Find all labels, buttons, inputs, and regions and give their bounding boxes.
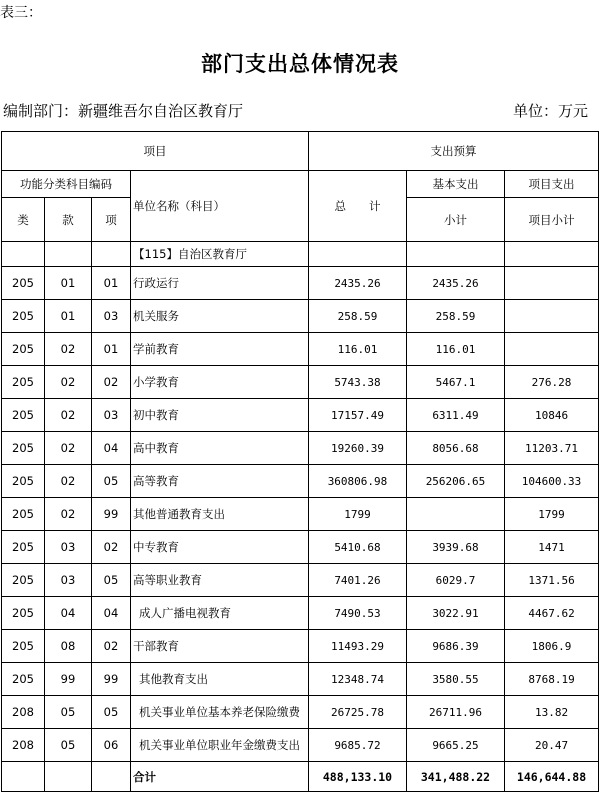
table-row	[2, 432, 599, 465]
table-row	[2, 630, 599, 663]
cell-xiang: 01	[92, 267, 131, 300]
cell-lei: 205	[2, 465, 45, 498]
cell-name: 机关服务	[131, 300, 309, 333]
cell-lei: 208	[2, 696, 45, 729]
cell-name: 中专教育	[131, 531, 309, 564]
cell-lei: 205	[2, 597, 45, 630]
cell-lei: 205	[2, 531, 45, 564]
cell-lei: 205	[2, 366, 45, 399]
cell-name: 其他教育支出	[131, 663, 309, 696]
cell-name: 机关事业单位基本养老保险缴费	[131, 696, 309, 729]
header-project: 项目支出	[505, 171, 599, 198]
cell-xiang: 06	[92, 729, 131, 762]
total-project: 146,644.88	[505, 762, 599, 792]
cell-project: 4467.62	[505, 597, 599, 630]
cell-xiang: 03	[92, 399, 131, 432]
cell-lei: 205	[2, 663, 45, 696]
cell-basic: 3022.91	[407, 597, 505, 630]
dept-name: 【115】自治区教育厅	[131, 242, 309, 267]
cell-basic: 116.01	[407, 333, 505, 366]
cell-name: 小学教育	[131, 366, 309, 399]
table-row	[2, 531, 599, 564]
cell-basic: 6029.7	[407, 564, 505, 597]
cell-total: 7401.26	[309, 564, 407, 597]
cell-xiang: 04	[92, 432, 131, 465]
cell-name: 干部教育	[131, 630, 309, 663]
cell-total: 2435.26	[309, 267, 407, 300]
page-title: 部门支出总体情况表	[201, 51, 399, 76]
cell-lei: 208	[2, 729, 45, 762]
cell-project: 276.28	[505, 366, 599, 399]
cell-basic	[407, 498, 505, 531]
cell-name: 高中教育	[131, 432, 309, 465]
header-lei: 类	[2, 198, 45, 242]
cell-total: 360806.98	[309, 465, 407, 498]
cell-kuan: 02	[45, 333, 92, 366]
cell-project	[505, 333, 599, 366]
cell-name: 成人广播电视教育	[131, 597, 309, 630]
cell-total: 5743.38	[309, 366, 407, 399]
cell-project: 1806.9	[505, 630, 599, 663]
cell-xiang: 04	[92, 597, 131, 630]
cell-lei: 205	[2, 630, 45, 663]
cell-project: 1799	[505, 498, 599, 531]
cell-project: 1471	[505, 531, 599, 564]
cell-name: 行政运行	[131, 267, 309, 300]
cell-basic: 2435.26	[407, 267, 505, 300]
header-project-subtotal: 项目小计	[505, 198, 599, 242]
cell-project: 104600.33	[505, 465, 599, 498]
cell-lei: 205	[2, 399, 45, 432]
cell-kuan: 03	[45, 564, 92, 597]
cell-lei: 205	[2, 333, 45, 366]
cell-xiang: 02	[92, 531, 131, 564]
header-item: 项目	[2, 132, 309, 171]
cell-kuan: 03	[45, 531, 92, 564]
cell-name: 学前教育	[131, 333, 309, 366]
cell-basic: 9665.25	[407, 729, 505, 762]
cell-kuan: 02	[45, 498, 92, 531]
cell-name: 高等教育	[131, 465, 309, 498]
cell-kuan: 05	[45, 729, 92, 762]
cell-basic: 256206.65	[407, 465, 505, 498]
cell-xiang: 05	[92, 564, 131, 597]
header-total: 总 计	[309, 171, 407, 242]
expenditure-table	[1, 131, 599, 792]
cell-basic: 3939.68	[407, 531, 505, 564]
cell-total: 12348.74	[309, 663, 407, 696]
header-func-code: 功能分类科目编码	[2, 171, 131, 198]
cell-xiang: 03	[92, 300, 131, 333]
total-sum: 488,133.10	[309, 762, 407, 792]
header-subtotal: 小计	[407, 198, 505, 242]
cell-kuan: 04	[45, 597, 92, 630]
table-row	[2, 267, 599, 300]
cell-basic: 6311.49	[407, 399, 505, 432]
cell-kuan: 99	[45, 663, 92, 696]
cell-total: 9685.72	[309, 729, 407, 762]
cell-lei: 205	[2, 564, 45, 597]
total-row	[2, 762, 599, 792]
cell-total: 258.59	[309, 300, 407, 333]
header-basic: 基本支出	[407, 171, 505, 198]
cell-kuan: 01	[45, 267, 92, 300]
cell-project: 20.47	[505, 729, 599, 762]
cell-kuan: 02	[45, 432, 92, 465]
table-row	[2, 333, 599, 366]
cell-basic: 5467.1	[407, 366, 505, 399]
total-label: 合计	[131, 762, 309, 792]
header-xiang: 项	[92, 198, 131, 242]
table-row	[2, 597, 599, 630]
header-kuan: 款	[45, 198, 92, 242]
cell-xiang: 01	[92, 333, 131, 366]
table-row	[2, 498, 599, 531]
table-row	[2, 300, 599, 333]
unit-label: 单位：万元	[512, 102, 588, 120]
cell-basic: 26711.96	[407, 696, 505, 729]
cell-xiang: 02	[92, 630, 131, 663]
header-info-row	[0, 100, 600, 122]
cell-xiang: 02	[92, 366, 131, 399]
cell-kuan: 08	[45, 630, 92, 663]
cell-kuan: 02	[45, 465, 92, 498]
cell-name: 高等职业教育	[131, 564, 309, 597]
cell-name: 其他普通教育支出	[131, 498, 309, 531]
cell-lei: 205	[2, 432, 45, 465]
cell-xiang: 99	[92, 663, 131, 696]
cell-project	[505, 267, 599, 300]
table-row	[2, 729, 599, 762]
cell-project: 11203.71	[505, 432, 599, 465]
cell-total: 5410.68	[309, 531, 407, 564]
header-budget: 支出预算	[309, 132, 599, 171]
cell-lei: 205	[2, 498, 45, 531]
cell-lei: 205	[2, 300, 45, 333]
table-row	[2, 465, 599, 498]
cell-total: 7490.53	[309, 597, 407, 630]
org-label: 编制部门：新疆维吾尔自治区教育厅	[3, 102, 244, 120]
cell-basic: 258.59	[407, 300, 505, 333]
cell-basic: 8056.68	[407, 432, 505, 465]
cell-kuan: 02	[45, 399, 92, 432]
cell-kuan: 02	[45, 366, 92, 399]
table-row	[2, 663, 599, 696]
cell-xiang: 05	[92, 696, 131, 729]
cell-basic: 9686.39	[407, 630, 505, 663]
total-basic: 341,488.22	[407, 762, 505, 792]
cell-project	[505, 300, 599, 333]
cell-xiang: 99	[92, 498, 131, 531]
cell-project: 13.82	[505, 696, 599, 729]
table-row	[2, 399, 599, 432]
cell-name: 初中教育	[131, 399, 309, 432]
cell-total: 17157.49	[309, 399, 407, 432]
table-row	[2, 564, 599, 597]
table-number: 表三：	[0, 5, 42, 21]
table-row	[2, 696, 599, 729]
cell-total: 19260.39	[309, 432, 407, 465]
cell-project: 10846	[505, 399, 599, 432]
cell-kuan: 01	[45, 300, 92, 333]
cell-project: 1371.56	[505, 564, 599, 597]
cell-basic: 3580.55	[407, 663, 505, 696]
cell-total: 11493.29	[309, 630, 407, 663]
cell-kuan: 05	[45, 696, 92, 729]
cell-xiang: 05	[92, 465, 131, 498]
cell-total: 26725.78	[309, 696, 407, 729]
cell-name: 机关事业单位职业年金缴费支出	[131, 729, 309, 762]
cell-total: 116.01	[309, 333, 407, 366]
dept-row	[2, 242, 599, 267]
cell-total: 1799	[309, 498, 407, 531]
header-unit-name: 单位名称（科目）	[131, 171, 309, 242]
cell-project: 8768.19	[505, 663, 599, 696]
table-row	[2, 366, 599, 399]
cell-lei: 205	[2, 267, 45, 300]
